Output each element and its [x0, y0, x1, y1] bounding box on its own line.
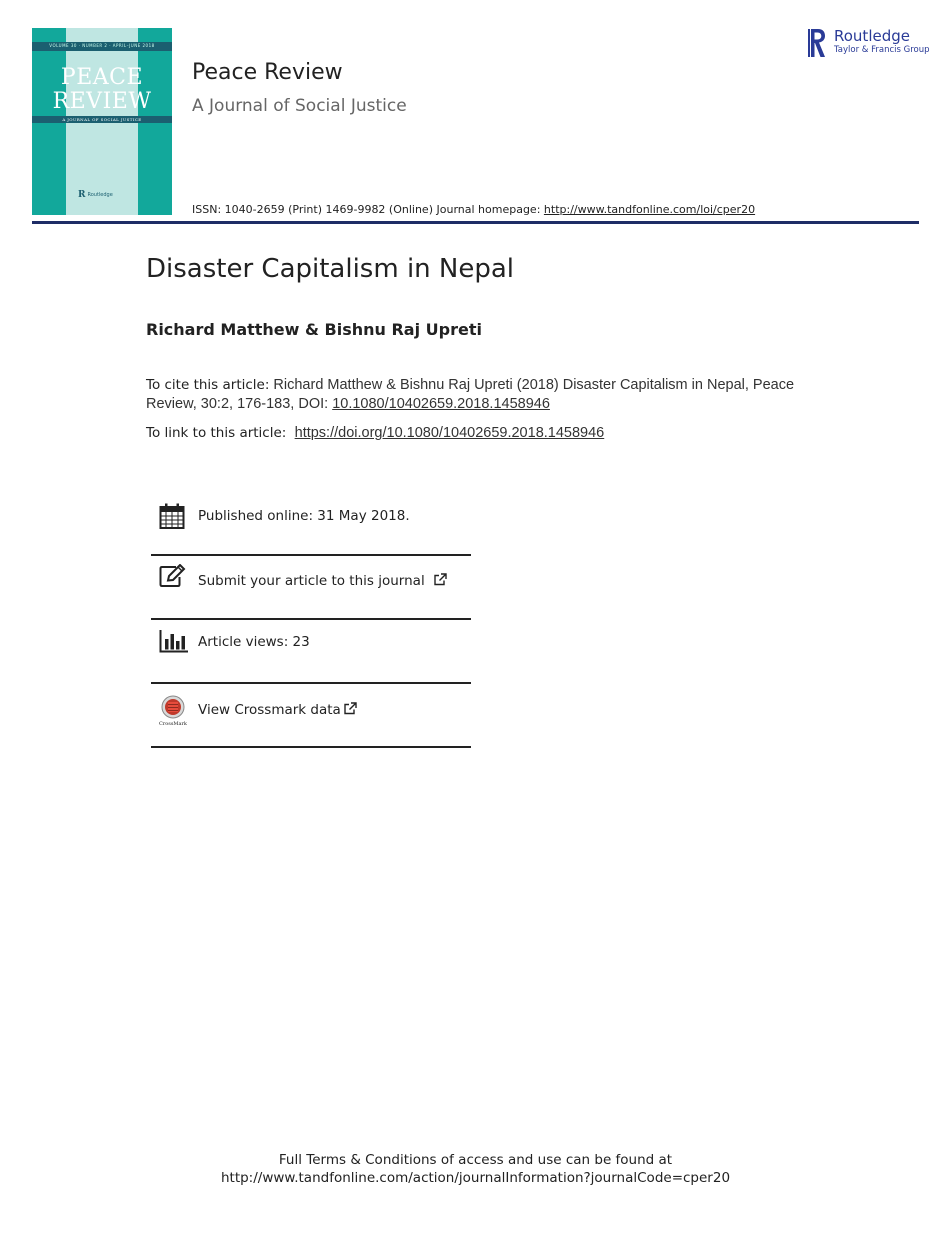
- footer-terms-link[interactable]: http://www.tandfonline.com/action/journalInformation?journalCode=cper20: [220, 1170, 731, 1186]
- crossmark-text: View Crossmark data: [198, 702, 341, 718]
- footer-terms: [0, 1151, 951, 1187]
- routledge-r-icon: [808, 27, 828, 59]
- bar-chart-icon: [159, 629, 189, 653]
- cite-label: To cite this article:: [146, 377, 270, 393]
- external-link-icon: [343, 702, 357, 715]
- svg-text:CrossMark: CrossMark: [159, 721, 187, 727]
- issn-text: ISSN: 1040-2659 (Print) 1469-9982 (Online) Journal homepage:: [192, 203, 544, 216]
- cover-publisher-name: Routledge: [87, 192, 113, 198]
- published-date: Published online: 31 May 2018.: [198, 508, 410, 524]
- link-label: To link to this article:: [146, 425, 291, 441]
- journal-homepage-link[interactable]: http://www.tandfonline.com/loi/cper20: [543, 203, 756, 216]
- article-title: Disaster Capitalism in Nepal: [146, 254, 515, 284]
- article-authors: Richard Matthew & Bishnu Raj Upreti: [146, 320, 482, 339]
- citation-block: [146, 376, 806, 414]
- routledge-name: Routledge: [834, 27, 910, 45]
- article-url-link[interactable]: https://doi.org/10.1080/10402659.2018.1458946: [294, 425, 605, 441]
- journal-title: Peace Review: [192, 60, 343, 85]
- article-link-block: [146, 425, 604, 441]
- article-views: Article views: 23: [198, 634, 310, 650]
- doi-link[interactable]: 10.1080/10402659.2018.1458946: [332, 396, 550, 412]
- submit-article-link[interactable]: [198, 573, 447, 589]
- cite-text: Richard Matthew & Bishnu Raj Upreti (2018) Disaster Capitalism in Nepal, Peace Review, 30:2, 176-183, DOI:: [146, 377, 795, 412]
- published-row: [151, 498, 471, 554]
- cover-subtitle: A JOURNAL OF SOCIAL JUSTICE: [62, 117, 142, 122]
- cover-title-line1: PEACE: [60, 65, 144, 90]
- edit-icon: [159, 564, 186, 588]
- journal-subtitle: A Journal of Social Justice: [192, 96, 407, 116]
- routledge-tagline: Taylor & Francis Group: [834, 45, 930, 55]
- submit-article-text: Submit your article to this journal: [198, 573, 425, 589]
- calendar-icon: [159, 502, 185, 530]
- cover-title: [32, 66, 172, 114]
- crossmark-link[interactable]: [198, 702, 357, 718]
- cover-publisher: [78, 190, 138, 200]
- footer-line1: Full Terms & Conditions of access and use can be found at: [278, 1152, 673, 1168]
- cover-publisher-icon: R: [78, 190, 86, 200]
- submit-row[interactable]: [151, 556, 471, 618]
- crossmark-icon: [159, 695, 189, 727]
- cover-volume-line: VOLUME 30 · NUMBER 2 · APRIL–JUNE 2018: [49, 43, 155, 48]
- external-link-icon: [433, 573, 447, 586]
- journal-cover: [32, 28, 172, 215]
- cover-title-line2: REVIEW: [52, 89, 152, 114]
- header-rule: [32, 221, 919, 224]
- routledge-logo[interactable]: [808, 27, 930, 59]
- views-row: [151, 620, 471, 682]
- divider: [151, 746, 471, 748]
- crossmark-row[interactable]: [151, 684, 471, 746]
- issn-line: [192, 203, 755, 216]
